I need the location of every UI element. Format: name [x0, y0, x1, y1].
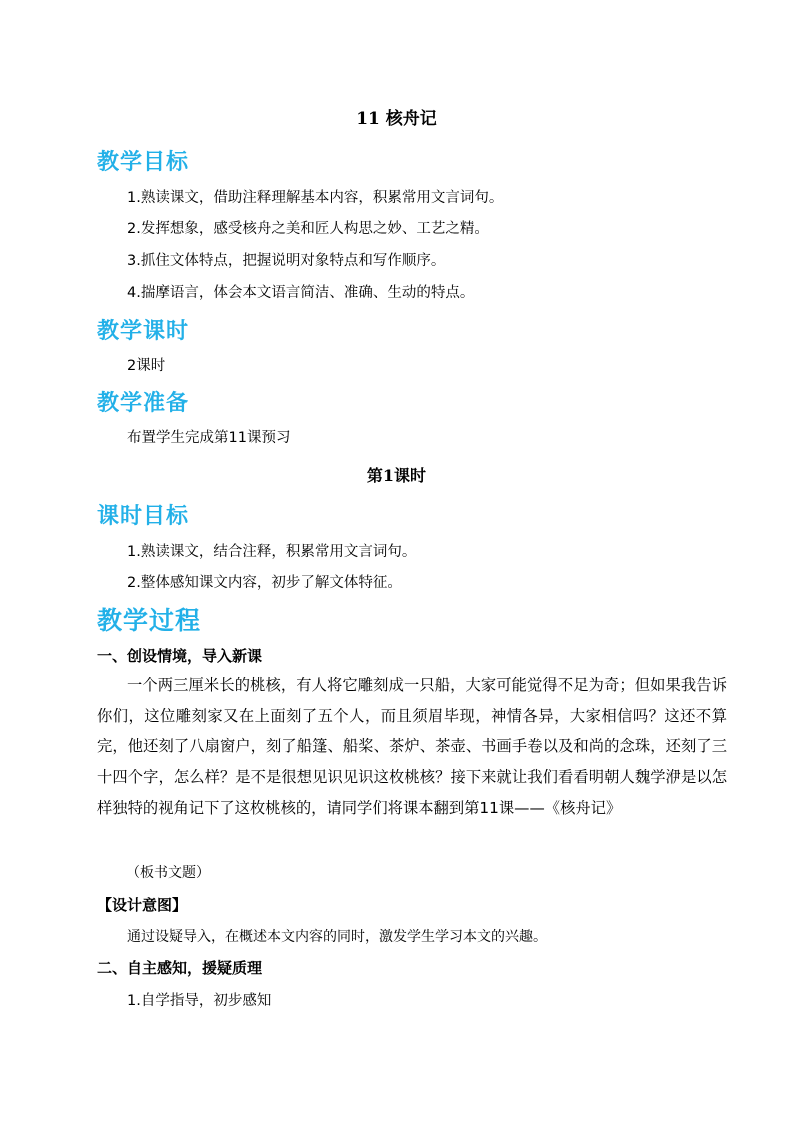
lesson-title: 第1课时: [366, 466, 427, 485]
objective-item: 2.发挥想象，感受核舟之美和匠人构思之妙、工艺之精。: [127, 221, 489, 237]
part1-title: 一、创设情境，导入新课: [97, 647, 263, 665]
objective-item: 4.揣摩语言，体会本文语言简洁、准确、生动的特点。: [127, 285, 475, 301]
prep-heading: 教学准备: [97, 391, 190, 416]
hours-text: 2课时: [127, 358, 166, 374]
process-heading: 教学过程: [97, 606, 202, 635]
design-label: 【设计意图】: [97, 896, 188, 914]
part2-item: 1.自学指导，初步感知: [127, 993, 272, 1009]
hours-heading: 教学课时: [97, 319, 190, 344]
lesson-goal-item: 2.整体感知课文内容，初步了解文体特征。: [127, 575, 402, 591]
document-title: 11 核舟记: [356, 109, 437, 129]
lesson-goal-item: 1.熟读课文，结合注释，积累常用文言词句。: [127, 544, 417, 560]
objective-item: 1.熟读课文，借助注释理解基本内容，积累常用文言词句。: [127, 190, 504, 206]
prep-text: 布置学生完成第11课预习: [127, 430, 291, 446]
objectives-heading: 教学目标: [97, 150, 190, 175]
objective-item: 3.抓住文体特点，把握说明对象特点和写作顺序。: [127, 253, 446, 269]
part2-title: 二、自主感知，援疑质理: [97, 959, 263, 977]
intro-paragraph: 一个两三厘米长的桃核，有人将它雕刻成一只船，大家可能觉得不足为奇；但如果我告诉你们，这位雕刻家又在上面刻了五个人，而且须眉毕现，神情各异，大家相信吗？这还不算完，他还刻了八扇窗户，刻了船篷、船桨、茶炉、茶壶、书画手卷以及和尚的念珠，还刻了三十四个字，怎么样？是不是很想见识见识这枚桃核？接下来就让我们看看明朝人魏学洢是以怎样独特的视角记下了这枚桃核的，请同学们将课本翻到第11课——《核舟记》: [97, 676, 727, 817]
board-note: （板书文题）: [126, 865, 210, 881]
design-text: 通过设疑导入，在概述本文内容的同时，激发学生学习本文的兴趣。: [127, 929, 547, 945]
lesson-goals-heading: 课时目标: [97, 504, 190, 529]
